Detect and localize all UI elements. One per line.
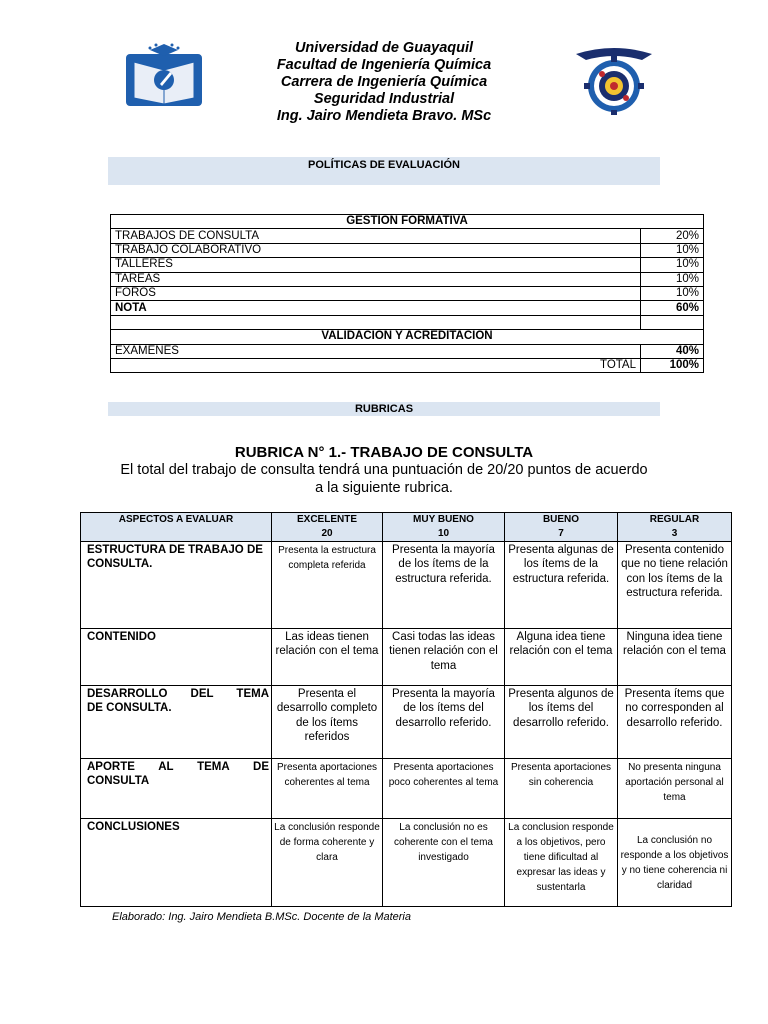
table-row bbox=[111, 286, 704, 300]
criterion-cell: No presenta ninguna aportación personal al tema bbox=[618, 759, 732, 819]
aspect-line: APORTE AL TEMA DE bbox=[87, 761, 269, 773]
criterion-cell: La conclusión responde de forma coherente y clara bbox=[272, 819, 383, 907]
aspect-cell: ESTRUCTURA DE TRABAJO DE CONSULTA. bbox=[81, 542, 272, 629]
rubric-table bbox=[80, 512, 732, 907]
politicas-title: POLÍTICAS DE EVALUACIÓN bbox=[308, 159, 460, 171]
header-muy-bueno-label: MUY BUENO bbox=[413, 514, 474, 525]
header-aspectos-label: ASPECTOS A EVALUAR bbox=[118, 514, 234, 525]
rubric-description: El total del trabajo de consulta tendrá una puntuación de 20/20 puntos de acuerdo a la siguiente rubrica. bbox=[120, 462, 648, 496]
empty-cell bbox=[111, 315, 641, 329]
criterion-cell: La conclusion responde a los objetivos, pero tiene dificultad al expresar las ideas y sustentarla bbox=[505, 819, 618, 907]
grade-label: TRABAJO COLABORATIVO bbox=[111, 243, 641, 257]
table-header-row bbox=[81, 513, 732, 542]
criterion-cell: Presenta la mayoría de los ítems de la estructura referida. bbox=[383, 542, 505, 629]
header-subject: Seguridad Industrial bbox=[313, 91, 455, 107]
criterion-cell: Presenta contenido que no tiene relación con los ítems de la estructura referida. bbox=[618, 542, 732, 629]
header-bueno bbox=[505, 513, 618, 542]
grade-value: 10% bbox=[641, 243, 704, 257]
header-bueno-points: 7 bbox=[558, 528, 564, 539]
evaluation-grades-table bbox=[110, 214, 704, 373]
rubricas-title: RUBRICAS bbox=[354, 403, 414, 415]
table-row bbox=[111, 258, 704, 272]
table-row bbox=[111, 344, 704, 358]
aspect-line: DESARROLLO DEL TEMA bbox=[87, 688, 269, 700]
table-row bbox=[111, 229, 704, 243]
aspect-line: DE CONSULTA. bbox=[87, 702, 172, 715]
criterion-cell: Presenta la estructura completa referida bbox=[272, 542, 383, 629]
aspect-line: CONSULTA bbox=[87, 775, 150, 788]
politicas-section-title bbox=[108, 157, 660, 185]
total-value: 100% bbox=[641, 358, 704, 372]
header-university: Universidad de Guayaquil bbox=[294, 40, 474, 56]
table-row bbox=[111, 272, 704, 286]
table-row bbox=[111, 358, 704, 372]
criterion-cell: Presenta aportaciones sin coherencia bbox=[505, 759, 618, 819]
header-bueno-label: BUENO bbox=[542, 514, 580, 525]
rubricas-section-title bbox=[108, 402, 660, 416]
header-aspectos bbox=[81, 513, 272, 542]
grade-label: TRABAJOS DE CONSULTA bbox=[111, 229, 641, 243]
grade-value: 10% bbox=[641, 258, 704, 272]
faculty-logo bbox=[572, 44, 656, 116]
criterion-cell: Las ideas tienen relación con el tema bbox=[272, 629, 383, 686]
nota-label: NOTA bbox=[111, 301, 641, 315]
footer-credit: Elaborado: Ing. Jairo Mendieta B.MSc. Docente de la Materia bbox=[112, 911, 411, 923]
header-regular-points: 3 bbox=[671, 528, 678, 539]
header-teacher: Ing. Jairo Mendieta Bravo. MSc bbox=[276, 108, 492, 124]
criterion-cell: Presenta algunos de los ítems del desarrollo referido. bbox=[505, 686, 618, 759]
header-excelente-points: 20 bbox=[321, 528, 333, 539]
total-label: TOTAL bbox=[111, 358, 641, 372]
table-row bbox=[111, 330, 704, 344]
table-row bbox=[81, 819, 732, 907]
header-faculty: Facultad de Ingeniería Química bbox=[276, 57, 492, 73]
criterion-cell: Casi todas las ideas tienen relación con el tema bbox=[383, 629, 505, 686]
table-row bbox=[81, 759, 732, 819]
formativa-header: GESTION FORMATIVA bbox=[111, 215, 704, 229]
grade-label: FOROS bbox=[111, 286, 641, 300]
rubric-title: RUBRICA N° 1.- TRABAJO DE CONSULTA bbox=[234, 444, 534, 461]
aspect-cell bbox=[81, 759, 272, 819]
validacion-header: VALIDACION Y ACREDITACION bbox=[111, 330, 704, 344]
aspect-cell: CONCLUSIONES bbox=[81, 819, 272, 907]
empty-cell bbox=[641, 315, 704, 329]
header-excelente-label: EXCELENTE bbox=[296, 514, 357, 525]
aspect-cell: CONTENIDO bbox=[81, 629, 272, 686]
criterion-cell: Ninguna idea tiene relación con el tema bbox=[618, 629, 732, 686]
header-muy-bueno-points: 10 bbox=[437, 528, 450, 539]
grade-value: 10% bbox=[641, 286, 704, 300]
criterion-cell: Presenta aportaciones poco coherentes al tema bbox=[383, 759, 505, 819]
grade-label: TAREAS bbox=[111, 272, 641, 286]
grade-value: 20% bbox=[641, 229, 704, 243]
header-muy-bueno bbox=[383, 513, 505, 542]
table-row bbox=[81, 629, 732, 686]
criterion-cell: Presenta ítems que no corresponden al desarrollo referido. bbox=[618, 686, 732, 759]
examenes-label: EXAMENES bbox=[111, 344, 641, 358]
table-row bbox=[81, 542, 732, 629]
criterion-cell: Presenta el desarrollo completo de los ítems referidos bbox=[272, 686, 383, 759]
header-regular bbox=[618, 513, 732, 542]
table-row bbox=[111, 215, 704, 229]
table-row bbox=[111, 315, 704, 329]
criterion-cell: La conclusión no responde a los objetivos y no tiene coherencia ni claridad bbox=[618, 819, 732, 907]
criterion-cell: Presenta la mayoría de los ítems del desarrollo referido. bbox=[383, 686, 505, 759]
criterion-cell: Alguna idea tiene relación con el tema bbox=[505, 629, 618, 686]
criterion-cell: Presenta algunas de los ítems de la estructura referida. bbox=[505, 542, 618, 629]
table-row bbox=[81, 686, 732, 759]
grade-value: 10% bbox=[641, 272, 704, 286]
aspect-cell bbox=[81, 686, 272, 759]
header-excelente bbox=[272, 513, 383, 542]
table-row bbox=[111, 301, 704, 315]
examenes-value: 40% bbox=[641, 344, 704, 358]
nota-value: 60% bbox=[641, 301, 704, 315]
table-row bbox=[111, 243, 704, 257]
grade-label: TALLERES bbox=[111, 258, 641, 272]
header-career: Carrera de Ingeniería Química bbox=[280, 74, 488, 90]
criterion-cell: La conclusión no es coherente con el tema investigado bbox=[383, 819, 505, 907]
header-regular-label: REGULAR bbox=[649, 514, 700, 525]
criterion-cell: Presenta aportaciones coherentes al tema bbox=[272, 759, 383, 819]
